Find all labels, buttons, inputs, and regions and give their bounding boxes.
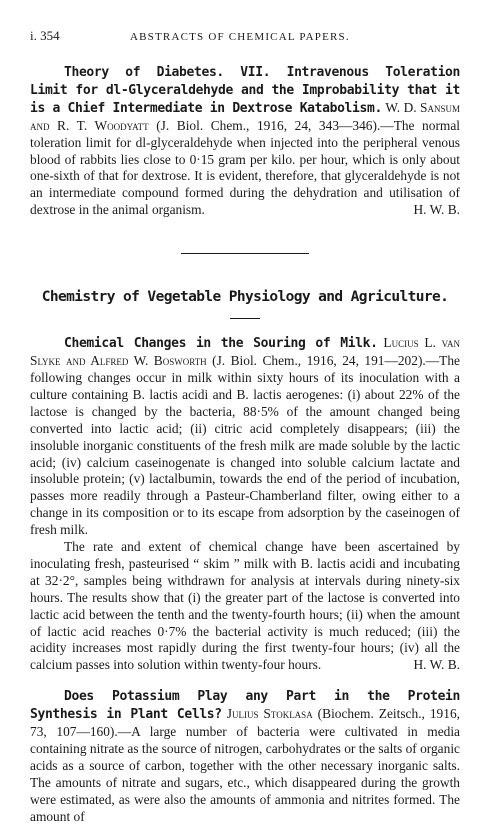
abstract-signature: H. W. B. xyxy=(413,202,460,218)
abstract-citation: (Biochem. Zeitsch., 1916, 73, 107—160).— xyxy=(30,706,460,740)
abstract-diabetes xyxy=(30,64,460,219)
abstract-body: The normal toleration limit for dl-glyceraldehyde when injected into the peripheral venous blood of rabbits lies close to 0·15 gram per kilo. per hour, which is only about one-sixth of that for dextrose. It is evident, therefore, that glyceraldehyde is not an intermediate compound formed during the dehydration and utilisation of dextrose in the animal organism. xyxy=(30,117,460,218)
heading-underline xyxy=(230,318,260,319)
page-number: i. 354 xyxy=(30,28,60,43)
journal-page xyxy=(30,28,460,826)
section-heading: Chemistry of Vegetable Physiology and Agriculture. xyxy=(41,289,449,306)
abstract-body: A large number of bacteria were cultivated in media containing nitrate as the source of nitrogen, carbohydrates or the salts of organic acids as a source of carbon, together with the other necessary inorganic salts. The amounts of nitrate and sugars, etc., which disappeared during the growth were estimated, as were also the amounts of ammonia and nitrites formed. The amount of xyxy=(30,724,460,824)
abstract-citation: (J. Biol. Chem., 1916, 24, 343—346).— xyxy=(156,117,394,133)
running-head xyxy=(30,28,460,46)
abstract-title: Does Potassium Play any Part in the Protein Synthesis in Plant Cells? xyxy=(30,689,460,723)
abstract-title: Chemical Changes in the Souring of Milk. xyxy=(64,336,378,352)
abstract-souring-milk xyxy=(30,335,460,539)
section-divider xyxy=(181,253,309,254)
abstract-body: The following changes occur in milk within sixty hours of its inoculation with a culture containing B. lactis acidi and B. lactis aerogenes: (i) about 22% of the lactose is changed by the bacteria, 88·5% of the amount changed being converted into lactic acid; (ii) citric acid completely disappears; (iii) the insoluble inorganic constituents of the fresh milk are made soluble by the lactic acid; (iv) calcium caseinogenate is changed into soluble calcium lactate and insoluble protein; (v) lactalbumin, towards the end of the period of incubation, passes more readily through a Pasteur-Chamberland filter, owing either to a change in its composition or to its escape from adsorption by the caseinogen of fresh milk. xyxy=(30,353,460,538)
abstract-authors: Lucius L. van Slyke and Alfred W. Bosworth xyxy=(30,335,460,369)
abstract-body-2: The rate and extent of chemical change have been ascertained by inoculating fresh, pasteurised “ skim ” milk with B. lactis acidi and incubating at 32·2°, samples being withdrawn for analysis at intervals during ninety-six hours. The results show that (i) the greater part of the lactose is converted into lactic acid between the tenth and the twenty-fourth hours; (ii) when the amount of lactic acid reaches 0·7% the bacterial activity is much reduced; (iii) the acidity increases most rapidly during the first twenty-four hours; (iv) all the calcium passes into solution within twenty-four hours. xyxy=(30,539,460,673)
abstract-authors: Julius Stoklasa xyxy=(226,706,313,722)
abstract-potassium xyxy=(30,688,460,825)
spacer xyxy=(30,674,460,688)
abstract-title: Theory of Diabetes. VII. Intravenous Toleration Limit for dl-Glyceraldehyde and the Improbability that it is a Chief Intermediate in Dextrose Katabolism. xyxy=(30,65,460,116)
journal-title: ABSTRACTS OF CHEMICAL PAPERS. xyxy=(130,31,350,43)
abstract-signature: H. W. B. xyxy=(413,657,460,673)
abstract-authors: W. D. Sansum and R. T. Woodyatt xyxy=(30,99,460,133)
abstract-citation: (J. Biol. Chem., 1916, 24, 191—202).— xyxy=(212,353,440,369)
abstract-souring-milk-continued xyxy=(30,539,460,674)
